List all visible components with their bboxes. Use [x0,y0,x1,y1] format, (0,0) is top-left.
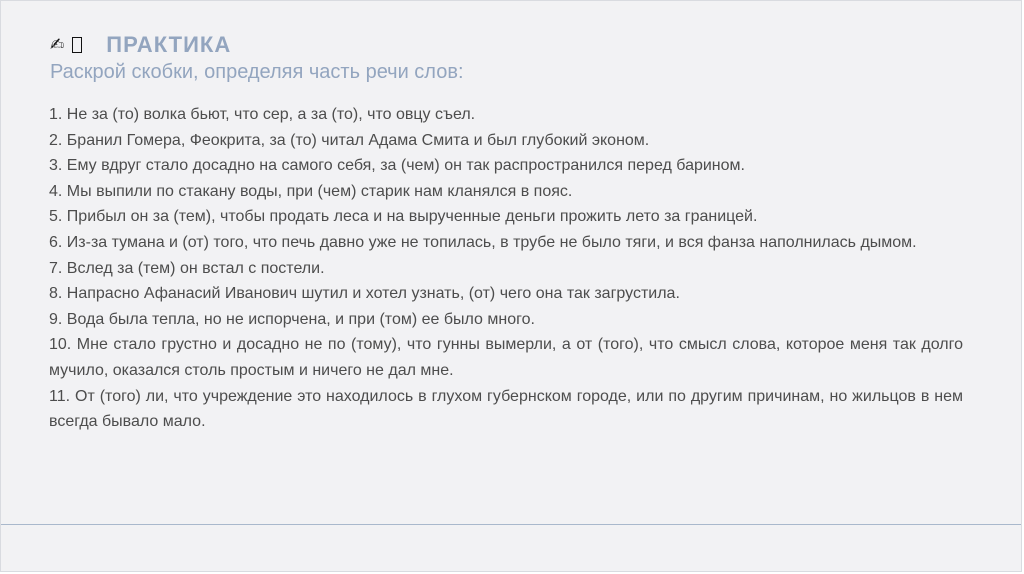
pencil-icon: ✍ [50,34,65,55]
exercise-item: 3. Ему вдруг стало досадно на самого себя, за (чем) он так распространился перед барином. [49,157,745,175]
exercise-item: 4. Мы выпили по стакану воды, при (чем) старик нам кланялся в пояс. [49,182,573,200]
box-icon [72,37,82,53]
exercise-item: 6. Из-за тумана и (от) того, что печь давно уже не топилась, в трубе не было тяги, и вся фанза наполнилась дымом. [49,233,917,251]
exercise-item: 10. Мне стало грустно и досадно не по (тому), что гунны вымерли, а от (того), что смысл слова, которое меня так долго мучило, оказался столь простым и ничего не дал мне. [49,336,963,379]
exercise-item: 7. Вслед за (тем) он встал с постели. [49,259,325,277]
page-title: ПРАКТИКА [106,32,232,57]
exercise-item: 11. От (того) ли, что учреждение это находилось в глухом губернском городе, или по другим причинам, но жильцов в нем всегда бывало мало. [49,387,963,431]
bottom-divider [1,524,1021,525]
exercise-list [49,102,963,435]
exercise-item: 1. Не за (то) волка бьют, что сер, а за (то), что овцу съел. [49,106,476,123]
title-row [50,32,231,58]
exercise-item: 2. Бранил Гомера, Феокрита, за (то) читал Адама Смита и был глубокий эконом. [49,131,650,149]
exercise-item: 8. Напрасно Афанасий Иванович шутил и хотел узнать, (от) чего она так загрустила. [49,285,680,303]
exercise-item: 5. Прибыл он за (тем), чтобы продать леса и на вырученные деньги прожить лето за границей. [49,208,758,226]
exercise-item: 9. Вода была тепла, но не испорчена, и при (том) ее было много. [49,310,535,328]
page-subtitle: Раскрой скобки, определяя часть речи слов: [50,61,464,83]
